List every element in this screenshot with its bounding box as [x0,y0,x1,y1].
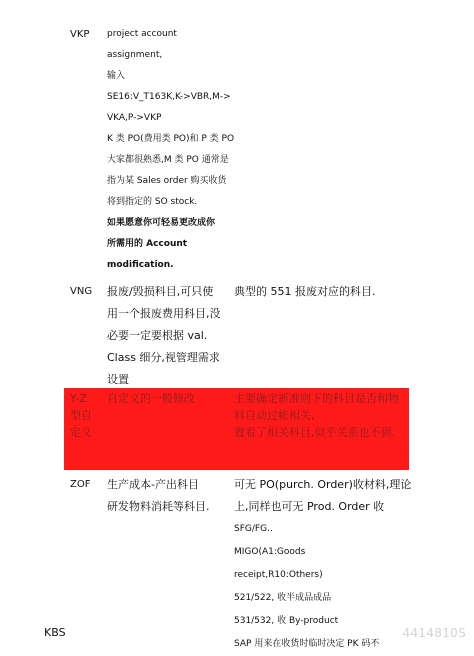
zof-col2-line: SFG/FG.. [234,524,273,534]
yz-col1-line: 自定义的一般修改 [107,392,195,405]
code-zof: ZOF [70,479,91,490]
yz-col2 [234,390,399,441]
zof-col2-line: 531/532, 收 By-product [234,616,339,626]
yz-code-line: 型自 [70,409,92,422]
code-yz [70,390,92,441]
yz-col2-line: 料自动过帐相关, [234,409,315,422]
vkp-line: 指为某 Sales order 购买收货 [107,176,227,186]
zof-col2-line: MIGO(A1:Goods [234,547,306,557]
vkp-bold-line: modification. [107,260,174,270]
vkp-line: VKA,P->VKP [107,113,162,123]
vkp-line: 大家都很熟悉,M 类 PO 通常是 [107,155,229,165]
yz-code-line: Y-Z [70,392,87,405]
vng-col2-line: 典型的 551 报废对应的科目. [234,285,376,298]
code-kbs: KBS [44,626,66,639]
zof-col2-line: 521/522, 收半成品成品 [234,593,332,603]
vng-col1-line: 用一个报废费用科目,没 [107,307,221,320]
zof-col2 [234,474,411,656]
watermark: 4414810S [402,626,466,640]
zof-col2-line: 上,同样也可无 Prod. Order 收 [234,500,385,513]
zof-col2-line: 可无 PO(purch. Order)收材料,理论 [234,478,412,491]
vkp-description [107,24,234,276]
yz-col2-line: 主要确定新准则下的科目是否和物 [234,392,399,405]
zof-col2-line: SAP 用来在收货时临时决定 PK 码不 [234,639,380,649]
vng-col1-line: 必要一定要根据 val. [107,329,208,342]
vng-col1-line: Class 细分,视管理需求 [107,351,220,364]
zof-col1-line: 研发物料消耗等科目. [107,500,210,513]
vng-col2 [234,281,376,303]
vkp-line: 输入 [107,71,126,81]
code-vkp: VKP [70,29,90,40]
vng-col1 [107,281,221,391]
vkp-line: assignment, [107,50,163,60]
vng-col1-line: 设置 [107,373,129,386]
vkp-line: 将到指定的 SO stock. [107,197,198,207]
vkp-line: K 类 PO(费用类 PO)和 P 类 PO [107,134,235,144]
zof-col2-line: receipt,R10:Others) [234,570,323,580]
zof-col1 [107,474,210,518]
code-vng: VNG [70,286,93,297]
yz-code-line: 定义 [70,426,92,439]
yz-col1 [107,390,195,407]
vkp-bold-line: 如果愿意你可轻易更改成你 [107,218,216,228]
vkp-line: project account [107,29,177,39]
vkp-bold-line: 所需用的 Account [107,239,188,249]
vng-col1-line: 报废/毁损科目,可只使 [107,285,214,298]
vkp-line: SE16:V_T163K,K->VBR,M-> [107,92,231,102]
yz-col2-line: 置看了相关科目,似乎关系也不到. [234,426,395,439]
zof-col1-line: 生产成本-产出科目 [107,478,199,491]
